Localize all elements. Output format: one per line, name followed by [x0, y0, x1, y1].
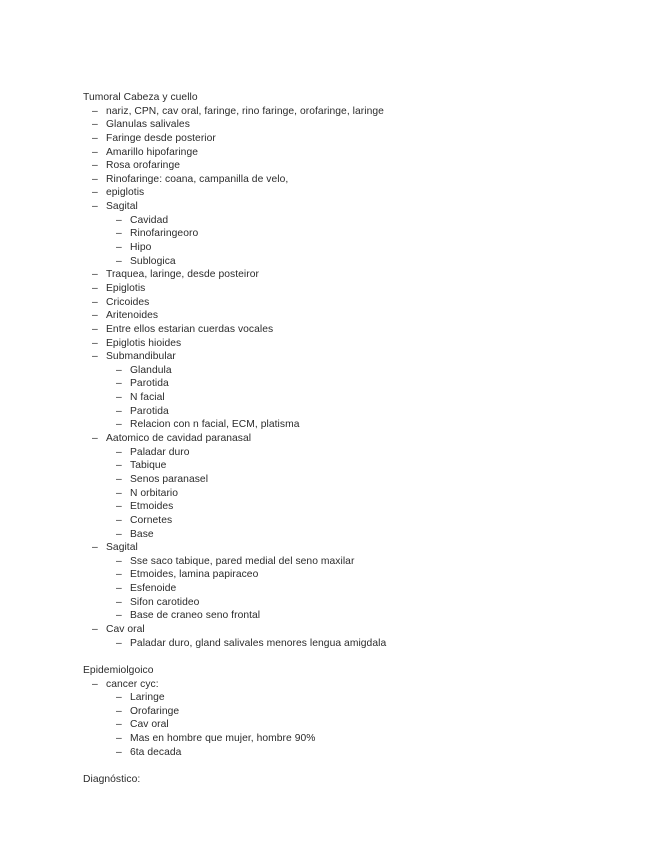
- sub-list-item: [83, 405, 643, 419]
- list-item-text: Amarillo hipofaringe: [106, 146, 199, 158]
- list-item-text: Mas en hombre que mujer, hombre 90%: [130, 733, 316, 745]
- dash-bullet-icon: –: [116, 719, 122, 731]
- list-item: [83, 323, 643, 337]
- sub-list-item: [83, 596, 643, 610]
- list-item-text: Etmoides, lamina papiraceo: [130, 569, 259, 581]
- dash-bullet-icon: –: [92, 542, 98, 554]
- dash-bullet-icon: –: [116, 419, 122, 431]
- dash-bullet-icon: –: [116, 228, 122, 240]
- dash-bullet-icon: –: [92, 282, 98, 294]
- dash-bullet-icon: –: [92, 132, 98, 144]
- sub-list-item: [83, 568, 643, 582]
- list-item-text: Rosa orofaringe: [106, 160, 181, 172]
- dash-bullet-icon: –: [116, 242, 122, 254]
- list-item-text: Paladar duro, gland salivales menores lengua amigdala: [130, 637, 387, 649]
- list-item-text: Cavidad: [130, 214, 169, 226]
- sub-list-item: [83, 528, 643, 542]
- list-item-text: Base: [130, 528, 154, 540]
- sub-list-item: [83, 718, 643, 732]
- list-item-text: nariz, CPN, cav oral, faringe, rino faringe, orofaringe, laringe: [106, 105, 384, 117]
- list-item-text: N facial: [130, 392, 165, 404]
- section-spacer: [83, 650, 643, 664]
- list-item-text: Cav oral: [106, 623, 145, 635]
- dash-bullet-icon: –: [92, 173, 98, 185]
- dash-bullet-icon: –: [116, 378, 122, 390]
- list-item-text: Parotida: [130, 378, 169, 390]
- dash-bullet-icon: –: [116, 446, 122, 458]
- list-item-text: 6ta decada: [130, 746, 182, 758]
- list-item: [83, 337, 643, 351]
- dash-bullet-icon: –: [116, 569, 122, 581]
- sub-list-item: [83, 391, 643, 405]
- dash-bullet-icon: –: [92, 310, 98, 322]
- list-item-text: Glandula: [130, 364, 172, 376]
- list-item: [83, 105, 643, 119]
- dash-bullet-icon: –: [116, 528, 122, 540]
- dash-bullet-icon: –: [116, 214, 122, 226]
- dash-bullet-icon: –: [116, 364, 122, 376]
- dash-bullet-icon: –: [116, 746, 122, 758]
- dash-bullet-icon: –: [116, 705, 122, 717]
- list-item-text: Cornetes: [130, 514, 173, 526]
- sub-list-item: [83, 446, 643, 460]
- sub-list-item: [83, 691, 643, 705]
- list-item-text: Base de craneo seno frontal: [130, 610, 261, 622]
- section-heading: Diagnóstico:: [83, 774, 141, 786]
- list-item-text: Paladar duro: [130, 446, 190, 458]
- dash-bullet-icon: –: [116, 692, 122, 704]
- sub-list-item: [83, 746, 643, 760]
- section-spacer: [83, 759, 643, 773]
- sub-list-item: [83, 582, 643, 596]
- list-item-text: Entre ellos estarian cuerdas vocales: [106, 323, 274, 335]
- sub-list-item: [83, 214, 643, 228]
- dash-bullet-icon: –: [116, 405, 122, 417]
- list-item-text: Sagital: [106, 542, 138, 554]
- list-item-text: Sifon carotideo: [130, 596, 200, 608]
- list-item-text: Submandibular: [106, 351, 176, 363]
- dash-bullet-icon: –: [92, 678, 98, 690]
- list-item-text: Epiglotis: [106, 282, 146, 294]
- list-item: [83, 173, 643, 187]
- list-item: [83, 268, 643, 282]
- list-item: [83, 309, 643, 323]
- sub-list-item: [83, 705, 643, 719]
- list-item-text: Aritenoides: [106, 310, 159, 322]
- sub-list-item: [83, 555, 643, 569]
- sub-list-item: [83, 418, 643, 432]
- dash-bullet-icon: –: [92, 160, 98, 172]
- list-item-text: Sagital: [106, 201, 138, 213]
- list-item: [83, 678, 643, 692]
- list-item: [83, 296, 643, 310]
- section-heading: Epidemiolgoico: [83, 664, 154, 676]
- dash-bullet-icon: –: [116, 473, 122, 485]
- dash-bullet-icon: –: [92, 623, 98, 635]
- sub-list-item: [83, 459, 643, 473]
- dash-bullet-icon: –: [116, 596, 122, 608]
- list-item: [83, 541, 643, 555]
- dash-bullet-icon: –: [92, 323, 98, 335]
- list-item-text: Sse saco tabique, pared medial del seno maxilar: [130, 555, 355, 567]
- sub-list-item: [83, 241, 643, 255]
- list-item-text: Hipo: [130, 242, 152, 254]
- list-item-text: cancer cyc:: [106, 678, 159, 690]
- dash-bullet-icon: –: [92, 146, 98, 158]
- dash-bullet-icon: –: [92, 187, 98, 199]
- list-item: [83, 350, 643, 364]
- sub-list-item: [83, 637, 643, 651]
- dash-bullet-icon: –: [116, 555, 122, 567]
- sub-list-item: [83, 255, 643, 269]
- list-item-text: Rinofaringeoro: [130, 228, 199, 240]
- dash-bullet-icon: –: [116, 501, 122, 513]
- list-item-text: Faringe desde posterior: [106, 132, 216, 144]
- dash-bullet-icon: –: [116, 583, 122, 595]
- list-item-text: Etmoides: [130, 501, 174, 513]
- dash-bullet-icon: –: [116, 460, 122, 472]
- list-item-text: Orofaringe: [130, 705, 180, 717]
- dash-bullet-icon: –: [92, 269, 98, 281]
- list-item-text: Epiglotis hioides: [106, 337, 182, 349]
- dash-bullet-icon: –: [116, 255, 122, 267]
- list-item: [83, 282, 643, 296]
- list-item: [83, 118, 643, 132]
- sub-list-item: [83, 500, 643, 514]
- sub-list-item: [83, 377, 643, 391]
- list-item-text: N orbitario: [130, 487, 179, 499]
- list-item-text: Relacion con n facial, ECM, platisma: [130, 419, 300, 431]
- list-item: [83, 146, 643, 160]
- sub-list-item: [83, 227, 643, 241]
- list-item: [83, 623, 643, 637]
- sub-list-item: [83, 473, 643, 487]
- list-item-text: Cav oral: [130, 719, 169, 731]
- dash-bullet-icon: –: [116, 514, 122, 526]
- list-item: [83, 132, 643, 146]
- dash-bullet-icon: –: [92, 296, 98, 308]
- list-item-text: Laringe: [130, 692, 165, 704]
- dash-bullet-icon: –: [92, 337, 98, 349]
- sub-list-item: [83, 364, 643, 378]
- list-item-text: Cricoides: [106, 296, 150, 308]
- dash-bullet-icon: –: [92, 201, 98, 213]
- dash-bullet-icon: –: [92, 105, 98, 117]
- dash-bullet-icon: –: [92, 119, 98, 131]
- list-item-text: Traquea, laringe, desde posteiror: [106, 269, 259, 281]
- dash-bullet-icon: –: [116, 637, 122, 649]
- sub-list-item: [83, 732, 643, 746]
- dash-bullet-icon: –: [116, 487, 122, 499]
- list-item-text: Glanulas salivales: [106, 119, 190, 131]
- list-item-text: Aatomico de cavidad paranasal: [106, 433, 252, 445]
- sub-list-item: [83, 487, 643, 501]
- sub-list-item: [83, 609, 643, 623]
- section-heading: Tumoral Cabeza y cuello: [83, 92, 198, 103]
- list-item-text: Sublogica: [130, 255, 176, 267]
- list-item-text: Parotida: [130, 405, 169, 417]
- dash-bullet-icon: –: [116, 733, 122, 745]
- dash-bullet-icon: –: [92, 351, 98, 363]
- dash-bullet-icon: –: [92, 433, 98, 445]
- list-item: [83, 200, 643, 214]
- list-item-text: Rinofaringe: coana, campanilla de velo,: [106, 173, 289, 185]
- list-item: [83, 186, 643, 200]
- list-item-text: Esfenoide: [130, 583, 177, 595]
- dash-bullet-icon: –: [116, 610, 122, 622]
- list-item-text: epiglotis: [106, 187, 145, 199]
- sub-list-item: [83, 514, 643, 528]
- list-item: [83, 432, 643, 446]
- list-item: [83, 159, 643, 173]
- list-item-text: Senos paranasel: [130, 473, 209, 485]
- list-item-text: Tabique: [130, 460, 167, 472]
- document-page: [83, 91, 643, 787]
- dash-bullet-icon: –: [116, 392, 122, 404]
